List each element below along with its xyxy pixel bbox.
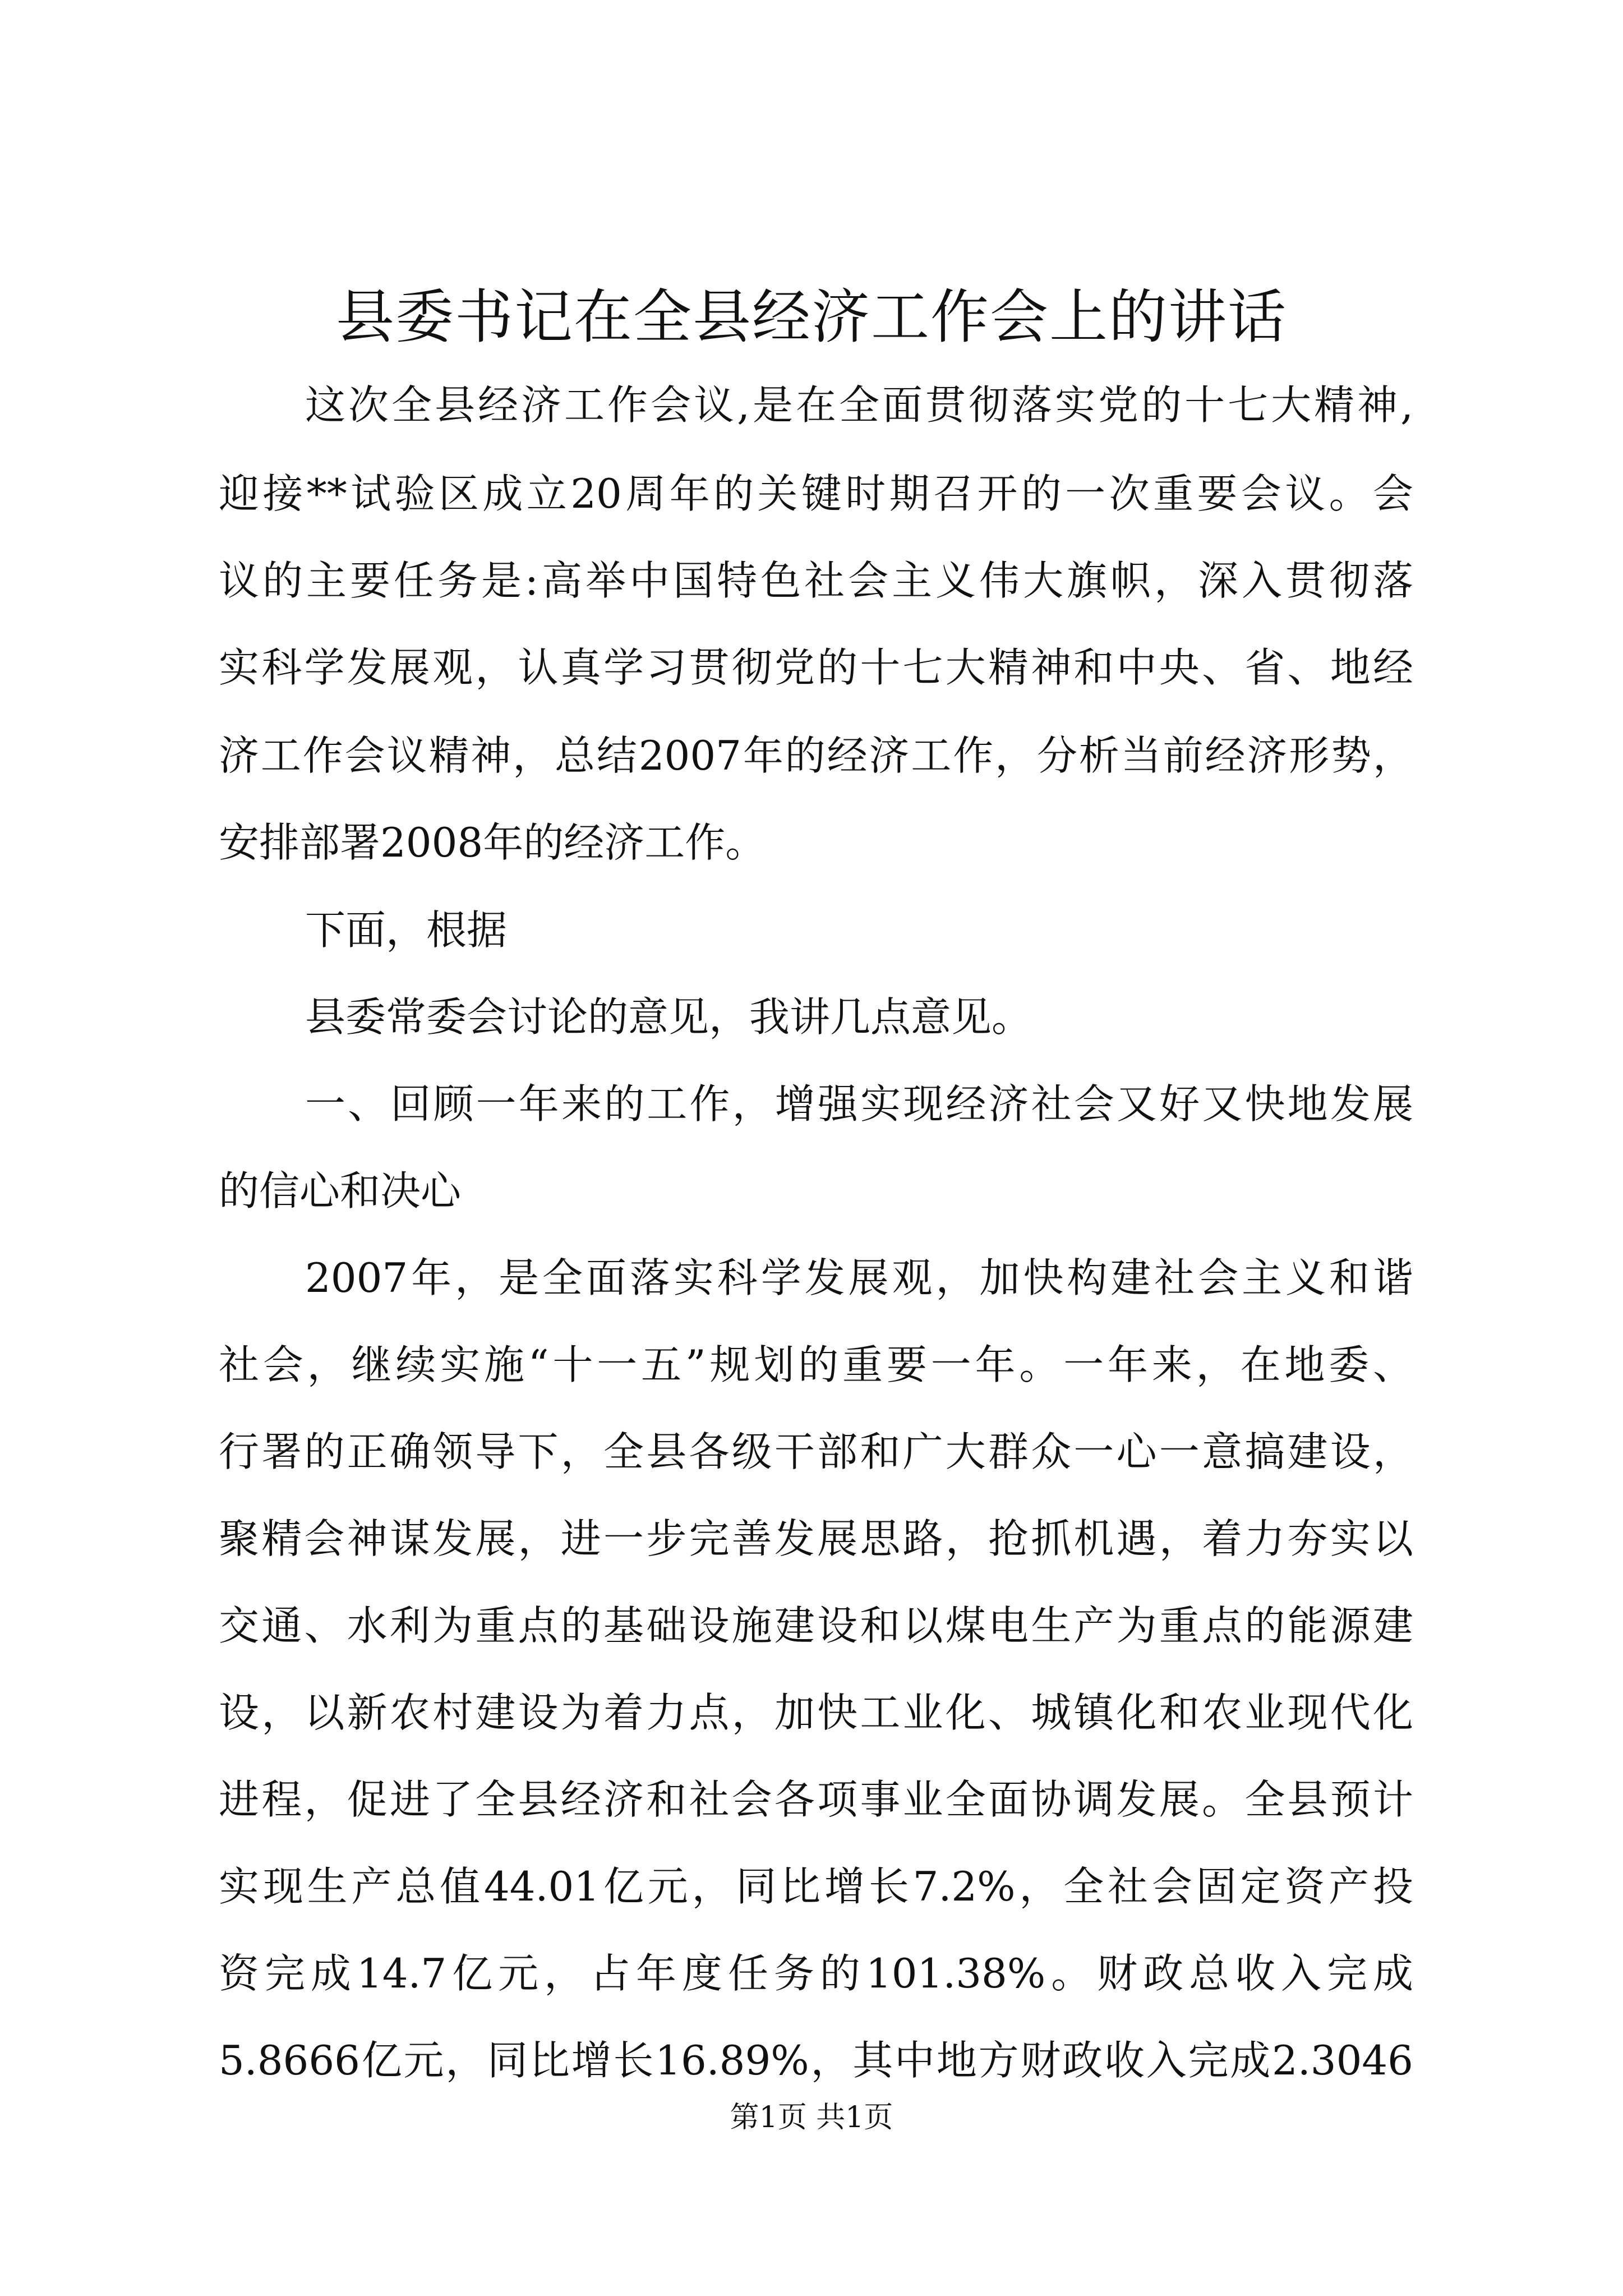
paragraph-line: 资完成14.7亿元，占年度任务的101.38%。财政总收入完成 [219,1950,1413,1997]
page-number-footer: 第1页 共1页 [730,2101,893,2134]
paragraph-line: 安排部署2008年的经济工作。 [219,819,766,866]
paragraph-line: 迎接**试验区成立20周年的关键时期召开的一次重要会议。会 [219,470,1413,517]
paragraph-line: 实现生产总值44.01亿元，同比增长7.2%，全社会固定资产投 [219,1863,1413,1910]
paragraph-line: 济工作会议精神，总结2007年的经济工作，分析当前经济形势， [219,732,1413,779]
section-heading-line: 一、回顾一年来的工作，增强实现经济社会又好又快地发展 [305,1080,1413,1128]
paragraph-line: 社会，继续实施“十一五”规划的重要一年。一年来，在地委、 [219,1341,1413,1388]
paragraph-line: 下面，根据 [305,907,508,954]
paragraph-line: 这次全县经济工作会议,是在全面贯彻落实党的十七大精神, [305,381,1413,429]
paragraph-line: 实科学发展观，认真学习贯彻党的十七大精神和中央、省、地经 [219,644,1413,691]
paragraph-line: 设，以新农村建设为着力点，加快工业化、城镇化和农业现代化 [219,1689,1413,1736]
paragraph-line: 2007年，是全面落实科学发展观，加快构建社会主义和谐 [305,1254,1413,1301]
section-heading-line: 的信心和决心 [219,1167,462,1214]
paragraph-line: 交通、水利为重点的基础设施建设和以煤电生产为重点的能源建 [219,1602,1413,1649]
paragraph-line: 聚精会神谋发展，进一步完善发展思路，抢抓机遇，着力夯实以 [219,1515,1413,1562]
paragraph-line: 5.8666亿元，同比增长16.89%，其中地方财政收入完成2.3046 [219,2037,1413,2084]
paragraph-line: 县委常委会讨论的意见，我讲几点意见。 [305,993,1032,1041]
paragraph-line: 行署的正确领导下，全县各级干部和广大群众一心一意搞建设， [219,1428,1413,1475]
paragraph-line: 进程，促进了全县经济和社会各项事业全面协调发展。全县预计 [219,1776,1413,1823]
document-title: 县委书记在全县经济工作会上的讲话 [335,283,1287,351]
paragraph-line: 议的主要任务是:高举中国特色社会主义伟大旗帜，深入贯彻落 [219,557,1413,604]
